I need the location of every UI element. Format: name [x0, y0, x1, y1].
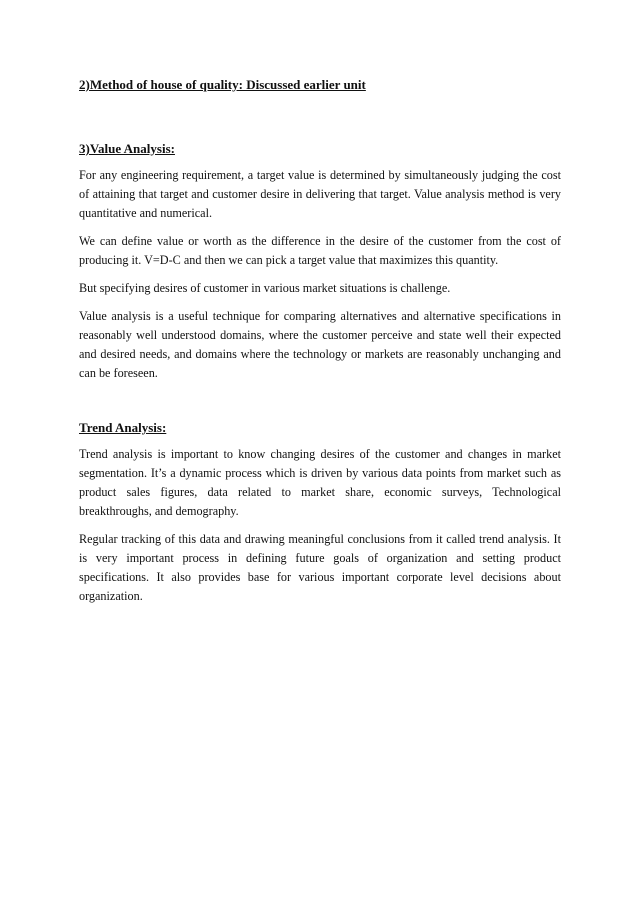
trend-analysis-heading: Trend Analysis: [79, 420, 167, 435]
value-analysis-paragraph-1: For any engineering requirement, a target value is determined by simultaneously judging the cost of attaining that target and customer desire in delivering that target. Value analysis method is very quantitative and numerical. [79, 168, 561, 220]
value-analysis-heading: 3)Value Analysis: [79, 141, 175, 156]
trend-analysis-paragraph-1: Trend analysis is important to know changing desires of the customer and changes in market segmentation. It’s a dynamic process which is driven by various data points from market such as product sales figures, data related to market share, economic surveys, Technological breakthroughs, and demography. [79, 447, 561, 518]
house-of-quality-heading: 2)Method of house of quality: Discussed earlier unit [79, 77, 366, 92]
document-page [79, 68, 561, 606]
trend-analysis-paragraph-2: Regular tracking of this data and drawing meaningful conclusions from it called trend analysis. It is very important process in defining future goals of organization and setting product specifications. It also provides base for various important corporate level decisions about organization. [79, 532, 561, 603]
value-analysis-paragraph-2: We can define value or worth as the difference in the desire of the customer from the cost of producing it. V=D-C and then we can pick a target value that maximizes this quantity. [79, 234, 561, 267]
value-analysis-paragraph-3: But specifying desires of customer in various market situations is challenge. [79, 281, 451, 295]
value-analysis-paragraph-4: Value analysis is a useful technique for comparing alternatives and alternative specifications in reasonably well understood domains, where the customer perceive and state well their expected and desired needs, and domains where the technology or markets are reasonably unchanging and can be foreseen. [79, 309, 561, 380]
